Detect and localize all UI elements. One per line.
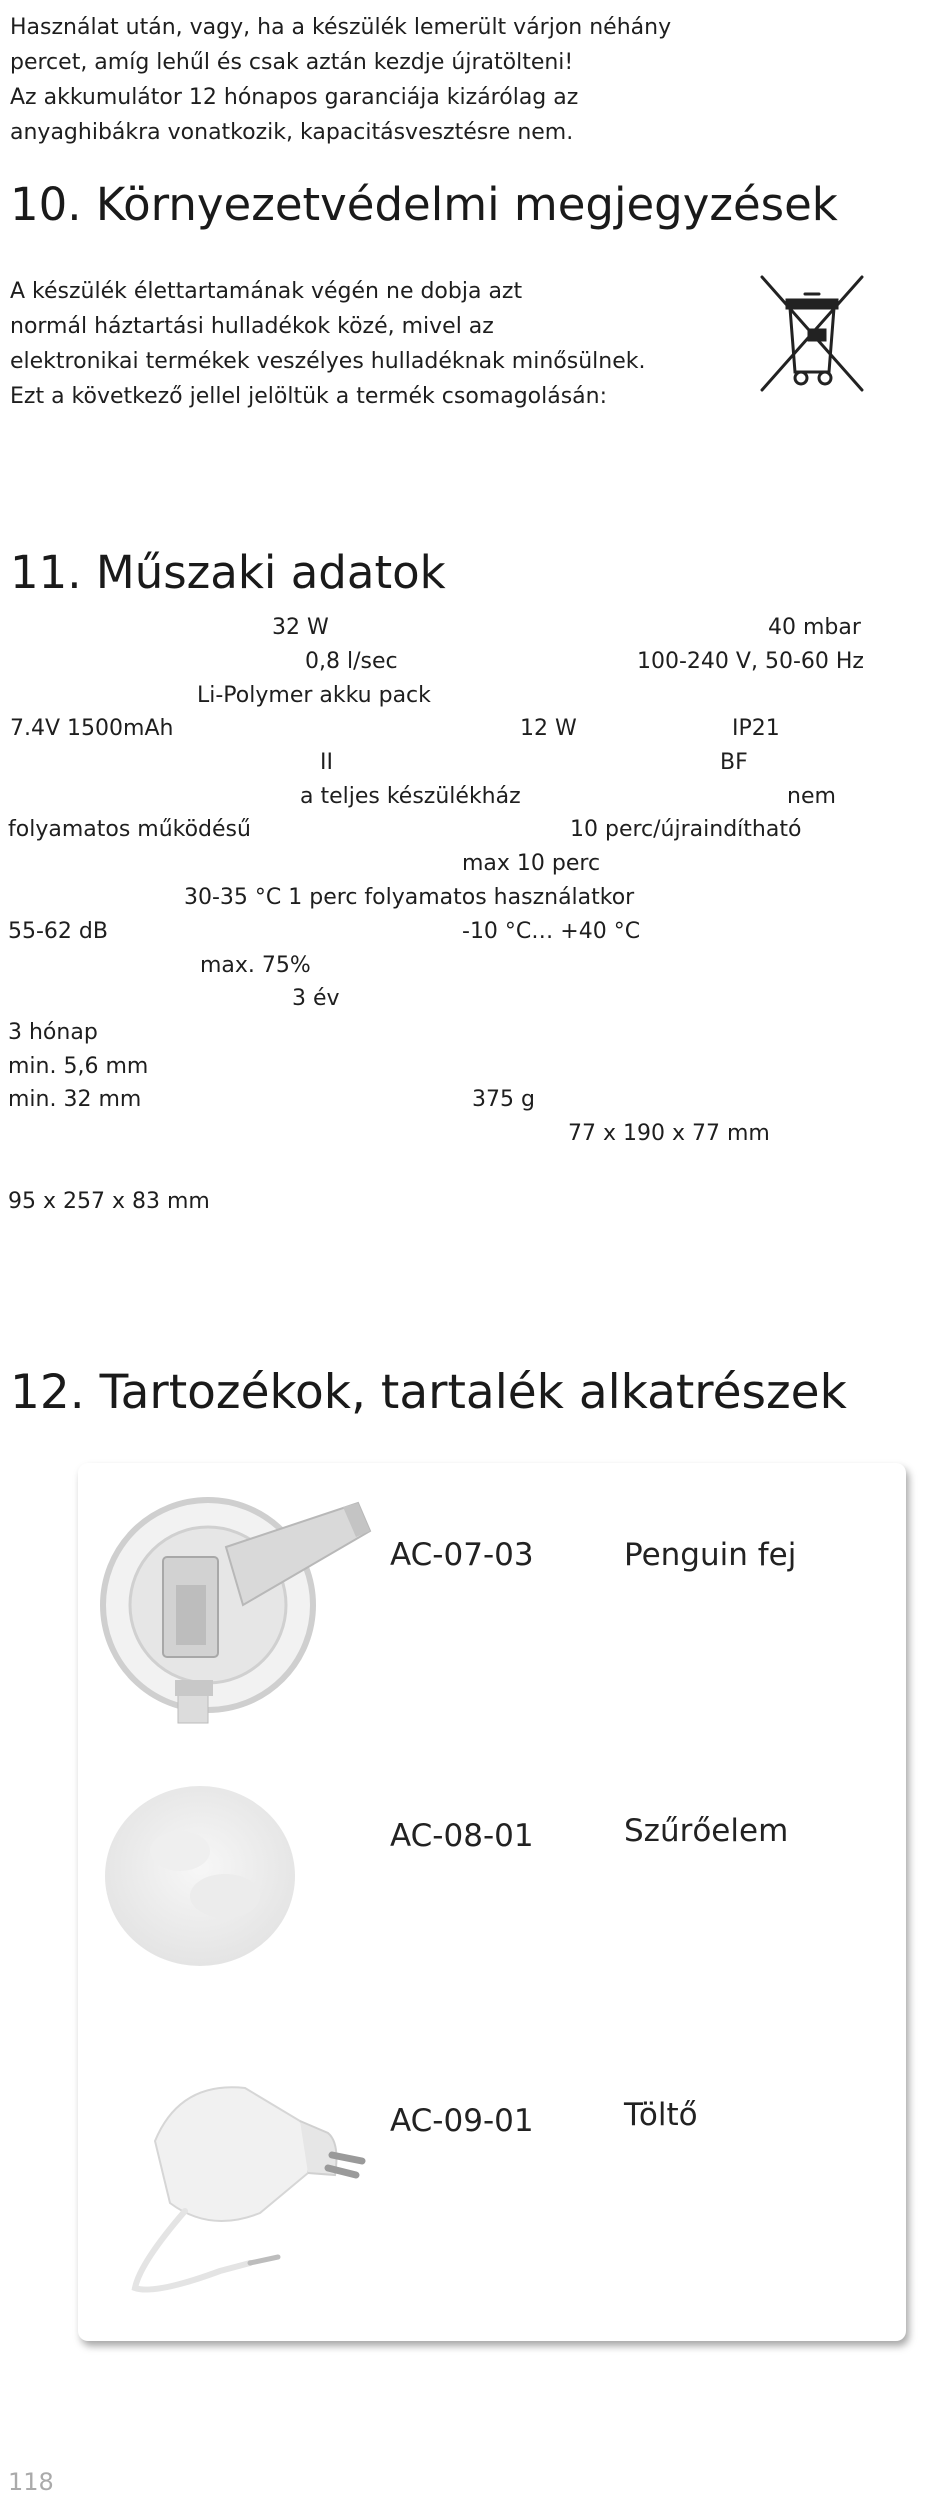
environment-line: Ezt a következő jellel jelöltük a termék csomagolásán: <box>10 384 608 409</box>
part-code: AC-07-03 <box>390 1537 534 1573</box>
spec-cycle: 10 perc/újraindítható <box>570 817 802 842</box>
section-10-heading: 10. Környezetvédelmi megjegyzések <box>10 178 838 231</box>
environment-line: elektronikai termékek veszélyes hulladéknak minősülnek. <box>10 349 646 374</box>
spec-battery-type: Li-Polymer akku pack <box>197 683 431 708</box>
spec-filter-life: 3 hónap <box>8 1020 98 1045</box>
accessories-card <box>78 1463 906 2341</box>
spec-applied-part: BF <box>720 750 748 775</box>
part-name: Szűrőelem <box>624 1813 789 1849</box>
spec-warranty: 3 év <box>292 986 340 1011</box>
spec-weight: 375 g <box>472 1087 535 1112</box>
intro-line: percet, amíg lehűl és csak aztán kezdje újratölteni! <box>10 50 574 75</box>
spec-package-dimensions: 95 x 257 x 83 mm <box>8 1189 210 1214</box>
spec-charger-power: 12 W <box>520 716 577 741</box>
intro-line: anyaghibákra vonatkozik, kapacitásvesztésre nem. <box>10 120 574 145</box>
spec-enclosure: a teljes készülékház <box>300 784 521 809</box>
environment-paragraph <box>10 274 770 414</box>
spec-dimensions: 77 x 190 x 77 mm <box>568 1121 770 1146</box>
spec-temperature: 30-35 °C 1 perc folyamatos használatkor <box>184 885 635 910</box>
section-12-heading: 12. Tartozékok, tartalék alkatrészek <box>10 1365 847 1420</box>
spec-battery: 7.4V 1500mAh <box>10 716 174 741</box>
spec-max-time: max 10 perc <box>462 851 601 876</box>
spec-noise: 55-62 dB <box>8 919 108 944</box>
spec-ip: IP21 <box>732 716 780 741</box>
spec-operating-temp: -10 °C… +40 °C <box>462 919 641 944</box>
part-name: Penguin fej <box>624 1537 797 1573</box>
intro-line: Az akkumulátor 12 hónapos garanciája kizárólag az <box>10 85 579 110</box>
section-11-heading: 11. Műszaki adatok <box>10 546 446 599</box>
environment-line: normál háztartási hulladékok közé, mivel az <box>10 314 494 339</box>
spec-voltage: 100-240 V, 50-60 Hz <box>637 649 864 674</box>
environment-line: A készülék élettartamának végén ne dobja azt <box>10 279 523 304</box>
part-name: Töltő <box>624 2097 698 2133</box>
spec-airflow: 0,8 l/sec <box>305 649 398 674</box>
filter-disc-image <box>100 1781 300 1971</box>
page-number: 118 <box>8 2468 54 2496</box>
part-code: AC-09-01 <box>390 2103 534 2139</box>
part-code: AC-08-01 <box>390 1818 534 1854</box>
crossed-out-wheelie-bin-icon <box>757 272 867 397</box>
spec-operation: folyamatos működésű <box>8 817 251 842</box>
intro-line: Használat után, vagy, ha a készülék lemerült várjon néhány <box>10 15 672 40</box>
charger-image <box>100 2063 390 2303</box>
spec-nem: nem <box>787 784 836 809</box>
spec-power: 32 W <box>272 615 329 640</box>
intro-paragraph <box>10 10 870 150</box>
spec-min-size-1: min. 5,6 mm <box>8 1054 149 1079</box>
spec-pressure: 40 mbar <box>768 615 861 640</box>
penguin-head-image <box>78 1485 378 1735</box>
spec-min-size-2: min. 32 mm <box>8 1087 142 1112</box>
spec-protection-class: II <box>320 750 333 775</box>
spec-humidity: max. 75% <box>200 953 311 978</box>
